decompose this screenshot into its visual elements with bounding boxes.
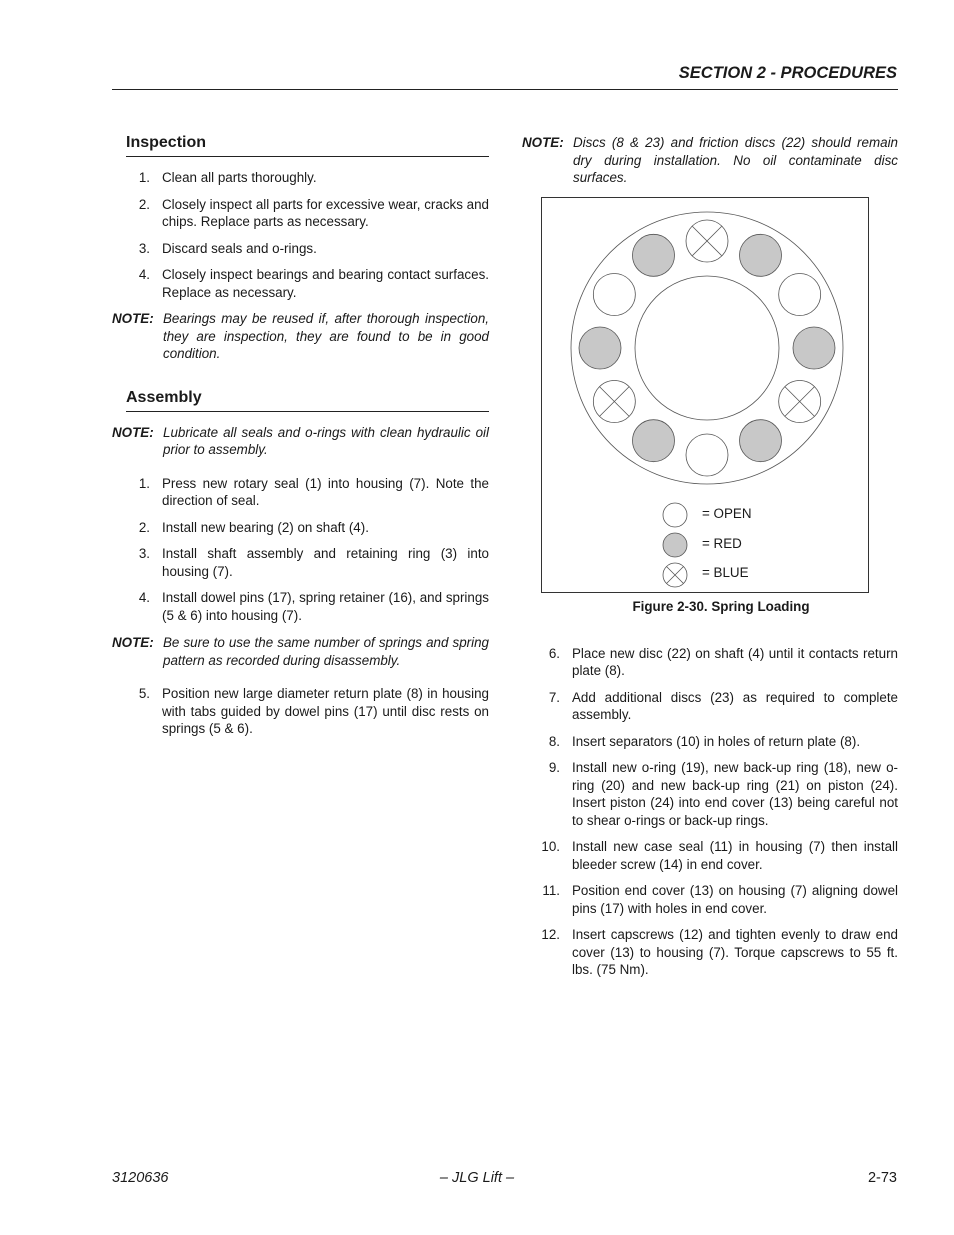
document-number: 3120636 — [112, 1170, 169, 1186]
legend-open-swatch — [663, 503, 687, 527]
item-text: Press new rotary seal (1) into housing (7). Note the direction of seal. — [162, 475, 489, 508]
item-number: 3. — [138, 546, 150, 561]
assembly-heading: Assembly — [126, 389, 489, 412]
legend-open-label: = OPEN — [702, 505, 752, 521]
item-text: Install dowel pins (17), spring retainer (16), and springs (5 & 6) into housing (7). — [162, 590, 489, 623]
item-text: Discard seals and o-rings. — [162, 240, 317, 256]
page-number: 2-73 — [867, 1170, 897, 1186]
spring-open — [779, 273, 821, 315]
note-label: NOTE: — [112, 311, 154, 326]
item-text: Closely inspect bearings and bearing contact surfaces. Replace as necessary. — [162, 267, 489, 300]
left-column — [112, 134, 489, 747]
list-item — [112, 545, 489, 580]
spring-pattern-note — [112, 634, 489, 669]
discs-note — [522, 134, 898, 187]
list-item — [522, 645, 898, 680]
spring-red — [633, 234, 675, 276]
list-item — [112, 475, 489, 510]
item-text: Insert capscrews (12) and tighten evenly to draw end cover (13) to housing (7). Torque capscrews to 55 ft. lbs. (75 Nm). — [572, 927, 898, 977]
item-text: Position end cover (13) on housing (7) aligning dowel pins (17) with holes in end cover. — [572, 883, 898, 916]
list-item — [522, 689, 898, 724]
list-item — [112, 519, 489, 537]
item-number: 4. — [138, 267, 150, 282]
item-number: 1. — [138, 475, 150, 491]
item-text: Clean all parts thoroughly. — [162, 170, 317, 185]
item-number: 1. — [138, 170, 150, 185]
spring-red — [633, 419, 675, 461]
note-label: NOTE: — [522, 135, 564, 150]
list-item — [112, 685, 489, 738]
legend-red-label: = RED — [702, 535, 742, 551]
footer-brand: – JLG Lift – — [439, 1170, 515, 1186]
inner-bore-circle — [635, 276, 779, 420]
item-text: Place new disc (22) on shaft (4) until it contacts return plate (8). — [572, 645, 898, 678]
list-item — [112, 240, 489, 258]
note-label: NOTE: — [112, 635, 154, 650]
spring-diagram — [542, 198, 868, 592]
item-number: 2. — [138, 196, 150, 212]
note-label: NOTE: — [112, 424, 154, 440]
item-text: Insert separators (10) in holes of return plate (8). — [572, 733, 861, 749]
legend-blue-label: = BLUE — [702, 564, 749, 580]
item-number: 9. — [548, 760, 560, 775]
spring-loading-figure — [541, 197, 869, 593]
item-text: Add additional discs (23) as required to complete assembly. — [572, 689, 898, 722]
spring-red — [579, 327, 621, 369]
right-column — [522, 134, 898, 988]
item-text: Install new case seal (11) in housing (7) then install bleeder screw (14) in end cover. — [572, 839, 898, 872]
item-number: 12. — [541, 927, 560, 942]
lubricate-note — [112, 424, 489, 459]
note-text: Be sure to use the same number of springs and spring pattern as recorded during disassembly. — [163, 635, 489, 668]
item-number: 4. — [138, 590, 150, 605]
spring-open — [686, 434, 728, 476]
spring-red — [740, 419, 782, 461]
bearing-note — [112, 310, 489, 363]
inspection-heading: Inspection — [126, 134, 489, 157]
item-number: 8. — [548, 733, 560, 749]
item-number: 2. — [138, 519, 150, 535]
header-divider — [112, 89, 898, 90]
item-text: Position new large diameter return plate (8) in housing with tabs guided by dowel pins (17) until disc rests on springs (5 & 6). — [162, 686, 489, 736]
spring-red — [740, 234, 782, 276]
item-number: 11. — [542, 883, 560, 898]
list-item — [112, 196, 489, 231]
item-number: 7. — [548, 689, 560, 705]
item-number: 5. — [138, 686, 150, 701]
list-item — [522, 759, 898, 829]
list-item — [522, 733, 898, 751]
spring-red — [793, 327, 835, 369]
item-text: Install new o-ring (19), new back-up ring (18), new o-ring (20) and new back-up ring (21) on piston (24). Insert piston (24) into end cover (13) being careful not to shear o-rings or back-up rings. — [572, 760, 898, 828]
note-text: Bearings may be reused if, after thorough inspection, they are inspection, they are found to be in good condition. — [163, 311, 489, 361]
list-item — [522, 838, 898, 873]
item-text: Install new bearing (2) on shaft (4). — [162, 519, 369, 535]
list-item — [522, 926, 898, 979]
item-number: 6. — [548, 645, 560, 661]
list-item — [112, 589, 489, 624]
figure-caption: Figure 2-30. Spring Loading — [632, 598, 810, 614]
note-text: Lubricate all seals and o-rings with clean hydraulic oil prior to assembly. — [163, 424, 489, 457]
list-item — [112, 169, 489, 187]
item-number: 3. — [138, 240, 150, 256]
list-item — [112, 266, 489, 301]
item-text: Install shaft assembly and retaining ring (3) into housing (7). — [162, 546, 489, 579]
item-number: 10. — [541, 839, 560, 854]
list-item — [522, 882, 898, 917]
section-title: SECTION 2 - PROCEDURES — [678, 64, 897, 82]
item-text: Closely inspect all parts for excessive wear, cracks and chips. Replace parts as necessary. — [162, 196, 489, 229]
legend-red-swatch — [663, 533, 687, 557]
note-text: Discs (8 & 23) and friction discs (22) should remain dry during installation. No oil contaminate disc surfaces. — [573, 135, 898, 185]
spring-open — [593, 273, 635, 315]
